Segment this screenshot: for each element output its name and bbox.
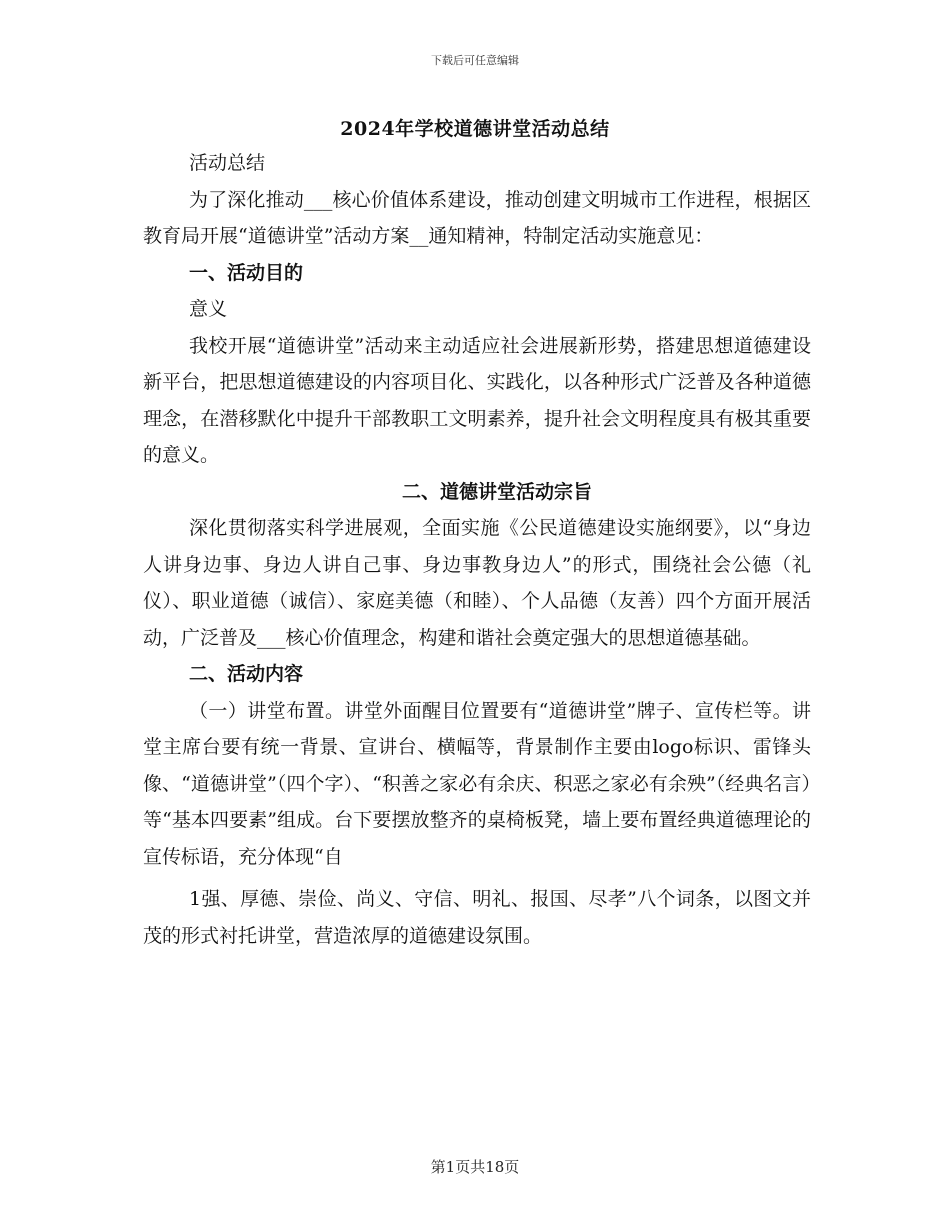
- document-title: 2024年学校道德讲堂活动总结: [340, 118, 610, 140]
- paragraph: 为了深化推动___核心价值体系建设，推动创建文明城市工作进程，根据区教育局开展“道德讲堂”活动方案__通知精神，特制定活动实施意见：: [143, 188, 811, 247]
- paragraph: 深化贯彻落实科学进展观，全面实施《公民道德建设实施纲要》，以“身边人讲身边事、身边人讲自己事、身边事教身边人”的形式，围绕社会公德（礼仪）、职业道德（诚信）、家庭美德（和睦）、个人品德（友善）四个方面开展活动，广泛普及___核心价值理念，构建和谐社会奠定强大的思想道德基础。: [143, 517, 811, 649]
- section-heading: 一、活动目的: [189, 261, 304, 284]
- paragraph: 意义: [189, 298, 228, 320]
- header-note: 下载后可任意编辑: [431, 54, 519, 67]
- paragraph: （一）讲堂布置。讲堂外面醒目位置要有“道德讲堂”牌子、宣传栏等。讲堂主席台要有统一背景、宣讲台、横幅等，背景制作主要由logo标识、雷锋头像、“道德讲堂”（四个字）、“积善之家必有余庆、积恶之家必有余殃”（经典名言）等“基本四要素”组成。台下要摆放整齐的桌椅板凳，墙上要布置经典道德理论的宣传标语，充分体现“自: [143, 699, 811, 868]
- section-heading: 二、活动内容: [189, 663, 304, 685]
- paragraph: 我校开展“道德讲堂”活动来主动适应社会进展新形势，搭建思想道德建设新平台，把思想道德建设的内容项目化、实践化，以各种形式广泛普及各种道德理念，在潜移默化中提升干部教职工文明素养，提升社会文明程度具有极其重要的意义。: [143, 334, 811, 466]
- page-footer: 第1页共18页: [430, 1158, 520, 1176]
- document-body: [143, 145, 811, 954]
- section-heading: 二、道德讲堂活动宗旨: [401, 480, 592, 503]
- paragraph: 1强、厚德、崇俭、尚义、守信、明礼、报国、尽孝”八个词条，以图文并茂的形式衬托讲堂，营造浓厚的道德建设氛围。: [143, 888, 811, 947]
- paragraph: 活动总结: [189, 152, 266, 174]
